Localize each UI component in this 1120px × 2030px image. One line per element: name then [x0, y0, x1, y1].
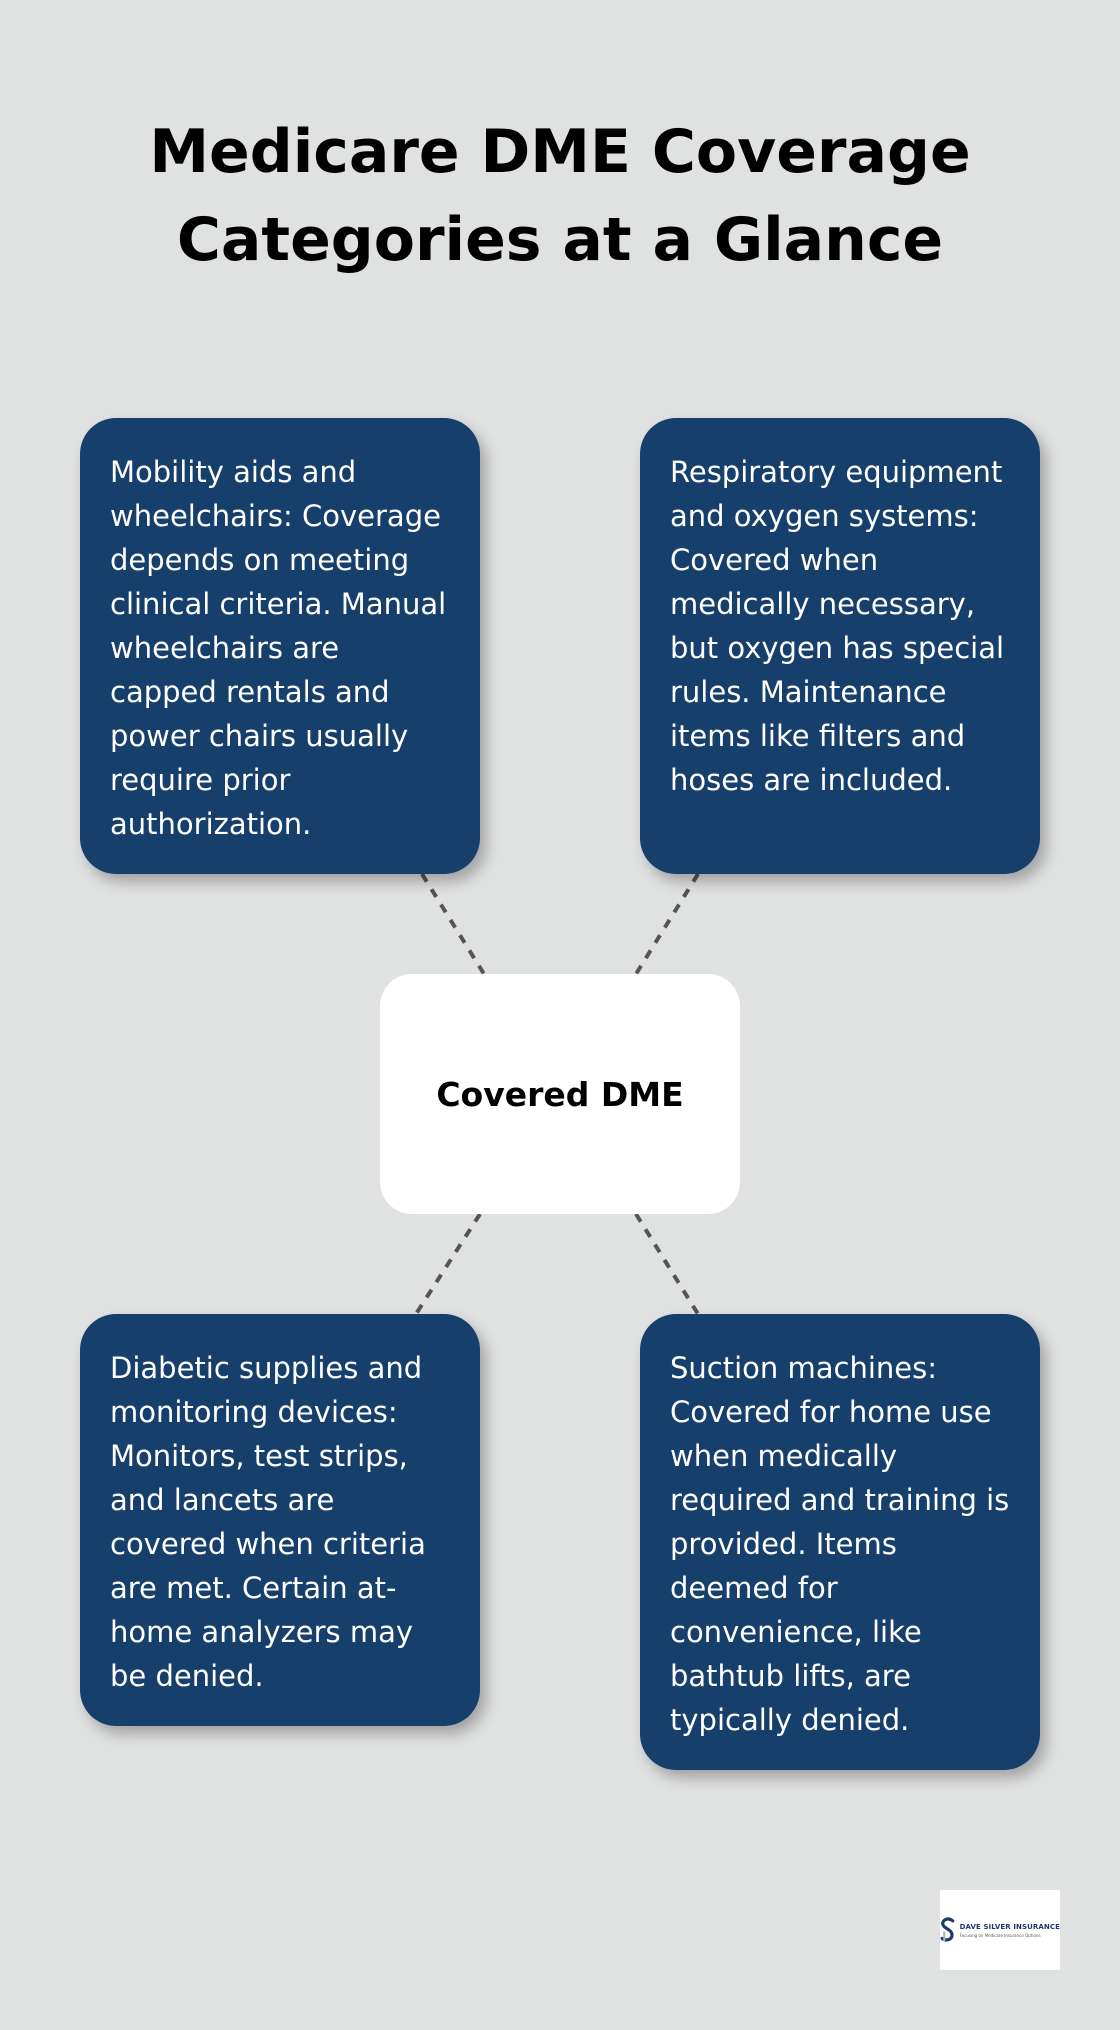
category-text: Diabetic supplies and monitoring devices: Monitors, test strips, and lancets are covered when criteria are met. Certain at-home analyzers may be denied.	[110, 1351, 426, 1693]
logo-tagline: Focusing on Medicare Insurance Options	[959, 1932, 1041, 1938]
category-card-respiratory	[640, 418, 1040, 874]
category-card-diabetic	[80, 1314, 480, 1726]
category-text: Suction machines: Covered for home use when medically required and training is provided. Items deemed for convenience, like bathtub lifts, are typically denied.	[670, 1351, 1010, 1737]
category-card-suction	[640, 1314, 1040, 1770]
brand-logo	[940, 1890, 1060, 1970]
center-node	[380, 974, 740, 1214]
connector-top-right	[636, 874, 698, 974]
connector-bottom-right	[636, 1214, 698, 1314]
connector-top-left	[422, 874, 484, 974]
logo-s-icon	[940, 1912, 956, 1948]
center-label: Covered DME	[436, 1074, 684, 1114]
page-title: Medicare DME Coverage Categories at a Glance	[149, 117, 971, 275]
logo-name: DAVE SILVER INSURANCE	[959, 1922, 1060, 1931]
category-text: Mobility aids and wheelchairs: Coverage depends on meeting clinical criteria. Manual wheelchairs are capped rentals and power chairs usually require prior authorization.	[110, 455, 447, 841]
connector-bottom-left	[416, 1214, 480, 1314]
category-text: Respiratory equipment and oxygen systems: Covered when medically necessary, but oxygen has special rules. Maintenance items like filters and hoses are included.	[670, 455, 1005, 797]
category-card-mobility	[80, 418, 480, 874]
